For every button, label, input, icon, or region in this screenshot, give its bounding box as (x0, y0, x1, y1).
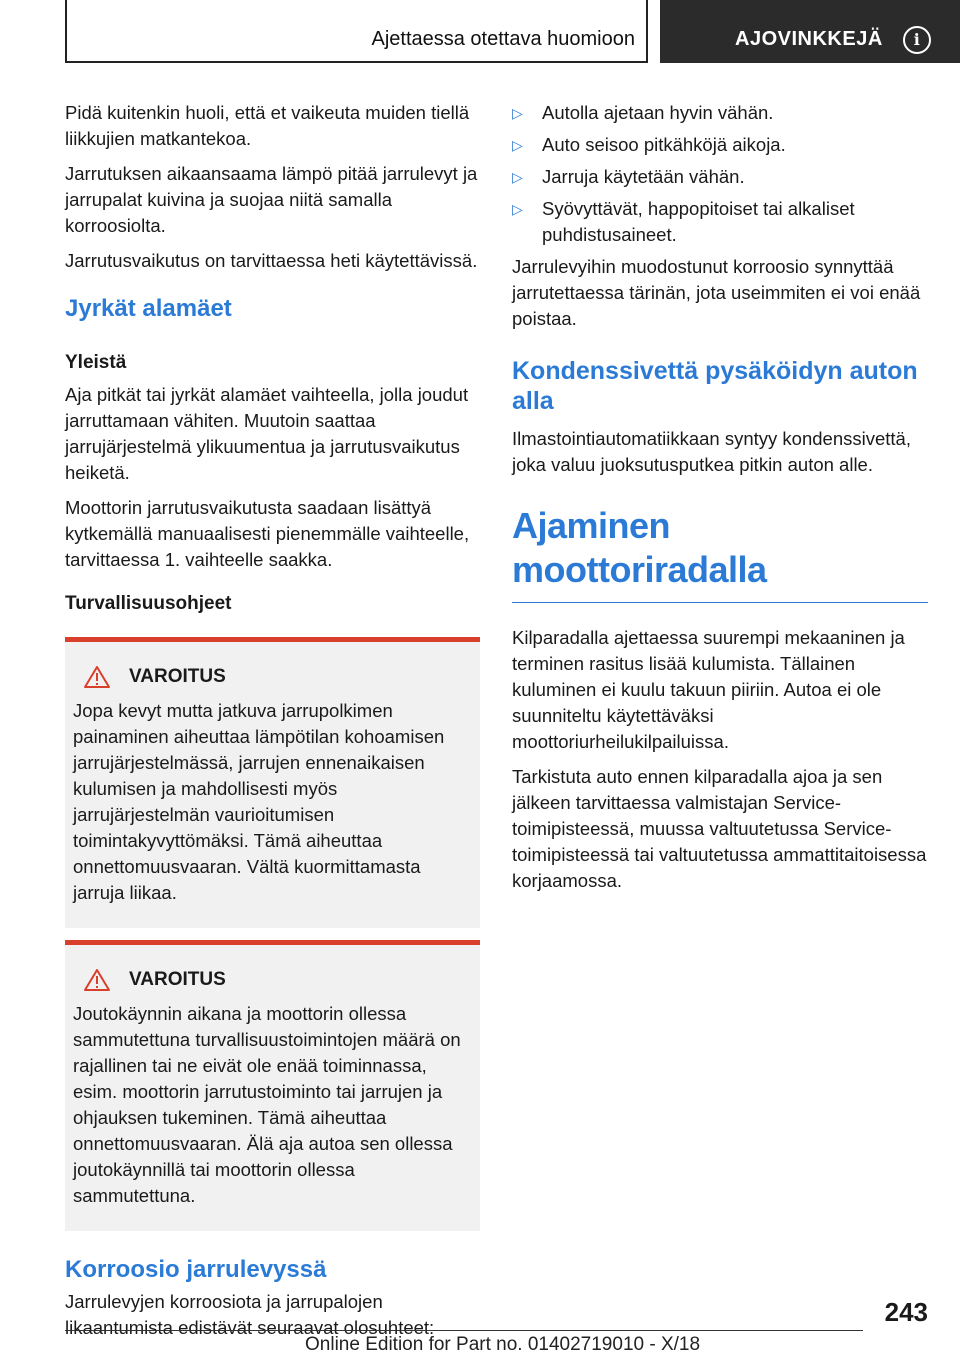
racetrack-heading: Ajaminen moottoriradalla (512, 504, 928, 603)
triangle-bullet-icon: ▷ (512, 137, 523, 153)
chapter-title: AJOVINKKEJÄ (735, 28, 883, 50)
condensation-heading: Kondenssivettä pysäköidyn auton alla (512, 357, 918, 415)
list-item: ▷ Jarruja käytetään vähän. (512, 164, 928, 190)
intro-paragraph: Jarrutusvaikutus on tarvittaessa heti käytettävissä. (65, 250, 478, 271)
steep-downhill-heading: Jyrkät alamäet (65, 295, 232, 322)
triangle-bullet-icon: ▷ (512, 105, 523, 121)
list-item: ▷ Syövyttävät, happopitoiset tai alkaliset puhdistusaineet. (512, 198, 855, 245)
warning-triangle-icon (83, 968, 111, 992)
warning-box (65, 940, 480, 1231)
safety-subheading: Turvallisuusohjeet (65, 593, 232, 614)
warning-title: VAROITUS (129, 969, 226, 990)
section-title: Ajettaessa otettava huomioon (371, 28, 635, 50)
general-paragraph: Aja pitkät tai jyrkät alamäet vaihteella, jolla joudut jarruttamaan vähiten. Muutoin saattaa jarrujärjestelmä ylikuumentua ja jarrutusvaikutus heiketä. (65, 384, 469, 483)
list-item: ▷ Autolla ajetaan hyvin vähän. (512, 100, 928, 126)
info-icon: i (903, 26, 931, 54)
racetrack-paragraph: Tarkistuta auto ennen kilparadalla ajoa ja sen jälkeen tarvittaessa valmistajan Service-toimipisteessä, muussa valtuutetussa Service-toimipisteessä tai valtuutetussa ammattitaitoisessa korjaamossa. (512, 766, 927, 891)
page-number: 243 (884, 1297, 928, 1327)
triangle-bullet-icon: ▷ (512, 169, 523, 185)
warning-header (73, 967, 472, 993)
list-item: ▷ Auto seisoo pitkähköjä aikoja. (512, 132, 928, 158)
intro-paragraph: Jarrutuksen aikaansaama lämpö pitää jarrulevyt ja jarrupalat kuivina ja suojaa niitä samalla korroosiolta. (65, 163, 478, 236)
warning-box (65, 637, 480, 928)
racetrack-paragraph: Kilparadalla ajettaessa suurempi mekaaninen ja terminen rasitus lisää kulumista. Tällainen kuluminen ei kuulu takuun piiriin. Autoa ei ole suunniteltu käytettäväksi moottoriurheilukilpailuissa. (512, 627, 905, 752)
warning-header (73, 664, 472, 690)
triangle-bullet-icon: ▷ (512, 201, 523, 217)
intro-paragraph: Pidä kuitenkin huoli, että et vaikeuta muiden tiellä liikkujien matkantekoa. (65, 102, 470, 149)
general-paragraph: Moottorin jarrutusvaikutusta saadaan lisättyä kytkemällä manuaalisesti pienemmälle vaihteelle, tarvittaessa 1. vaihteelle saakka. (65, 497, 470, 570)
edition-footer: Online Edition for Part no. 01402719010 - X/18 (305, 1334, 701, 1355)
condensation-paragraph: Ilmastointiautomatiikkaan syntyy kondenssivettä, joka valuu juoksutusputkea pitkin auton alle. (512, 428, 911, 475)
condition-list (512, 100, 928, 248)
general-subheading: Yleistä (65, 352, 127, 373)
chapter-tab (660, 0, 960, 63)
warning-text: Joutokäynnin aikana ja moottorin ollessa sammutettuna turvallisuustoimintojen määrä on rajallinen tai ne eivät ole enää toiminnassa, esim. moottorin jarrutustoiminto tai jarrujen ja ohjauksen tukeminen. Tämä aiheuttaa onnettomuusvaaran. Älä aja autoa sen ollessa joutokäynnillä tai moottorin ollessa sammutettuna. (73, 1003, 461, 1206)
warning-text: Jopa kevyt mutta jatkuva jarrupolkimen painaminen aiheuttaa lämpötilan kohoamisen jarrujärjestelmässä, jarrujen ennenaikaisen kulumisen ja mahdollisesti myös jarrujärjestelmän vaurioitumisen toimintakyvyttömäksi. Tämä aiheuttaa onnettomuusvaaran. Vältä kuormittamasta jarruja liikaa. (73, 700, 445, 903)
corrosion-paragraph: Jarrulevyjen korroosiota ja jarrupalojen likaantumista edistävät seuraavat olosuhteet: (65, 1291, 435, 1338)
warning-title: VAROITUS (129, 666, 226, 687)
left-column (65, 100, 480, 1350)
footer-divider (65, 1330, 863, 1331)
corrosion-paragraph: Jarrulevyihin muodostunut korroosio synnyttää jarrutettaessa tärinän, jota useimmiten ei voi enää poistaa. (512, 256, 921, 329)
brake-corrosion-heading: Korroosio jarrulevyssä (65, 1256, 327, 1283)
warning-triangle-icon (83, 665, 111, 689)
right-column (512, 100, 928, 903)
